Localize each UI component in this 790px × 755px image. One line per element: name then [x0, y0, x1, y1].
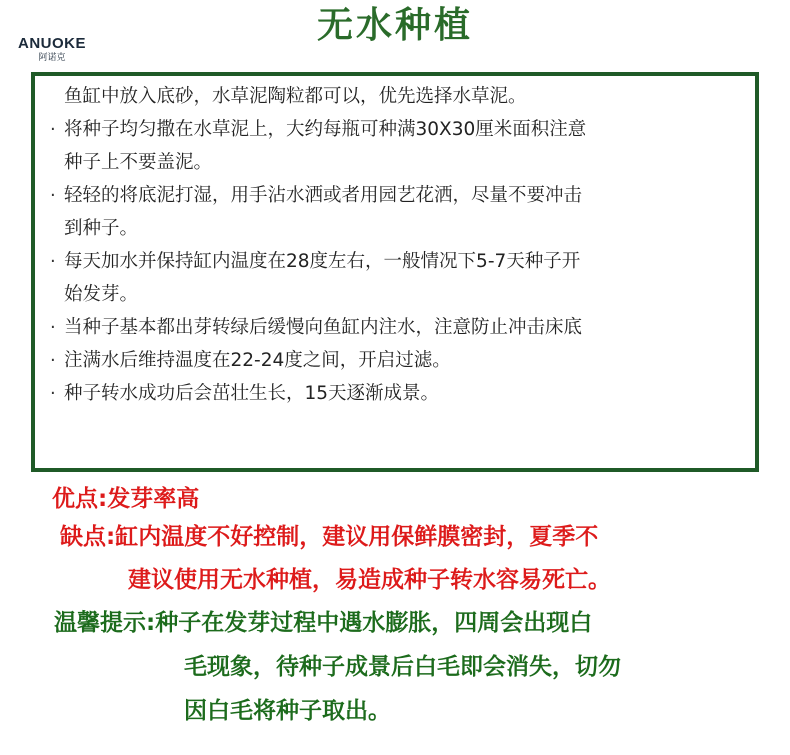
step-text: 每天加水并保持缸内温度在28度左右，一般情况下5-7天种子开	[64, 251, 581, 272]
step-text: 轻轻的将底泥打湿，用手沾水洒或者用园艺花洒，尽量不要冲击	[64, 185, 583, 206]
step-item	[46, 377, 746, 410]
step-text: 种子转水成功后会茁壮生长，15天逐渐成景。	[64, 383, 440, 404]
step-item	[46, 80, 746, 113]
bullet-dot: ·	[50, 383, 56, 404]
step-item	[46, 311, 746, 344]
bullet-dot: ·	[50, 119, 56, 140]
bullet-dot: ·	[50, 185, 56, 206]
step-text-cont: 到种子。	[64, 218, 139, 239]
cons-text-cont: 建议使用无水种植，易造成种子转水容易死亡。	[128, 567, 611, 593]
tip-text: 温馨提示:种子在发芽过程中遇水膨胀，四周会出现白	[54, 610, 593, 636]
logo-brand-text: ANUOKE	[17, 35, 86, 52]
step-text-cont: 始发芽。	[64, 284, 139, 305]
instruction-steps	[46, 80, 746, 410]
tip-text-end: 因白毛将种子取出。	[184, 698, 391, 724]
step-text: 注满水后维持温度在22-24度之间，开启过滤。	[64, 350, 451, 371]
step-text: 将种子均匀撒在水草泥上，大约每瓶可种满30X30厘米面积注意	[64, 119, 587, 140]
step-text: 当种子基本都出芽转绿后缓慢向鱼缸内注水，注意防止冲击床底	[64, 317, 583, 338]
step-text-cont: 种子上不要盖泥。	[64, 152, 213, 173]
page-title: 无水种植	[316, 5, 473, 46]
cons-text: 缺点:缸内温度不好控制，建议用保鲜膜密封，夏季不	[60, 524, 599, 550]
step-item	[46, 344, 746, 377]
step-item	[46, 113, 746, 179]
pros-text: 优点:发芽率高	[52, 486, 200, 512]
logo-sub-text: 阿诺克	[38, 53, 66, 63]
bullet-dot: ·	[50, 350, 56, 371]
bullet-dot: ·	[50, 251, 56, 272]
step-item	[46, 179, 746, 245]
tip-text-cont: 毛现象，待种子成景后白毛即会消失，切勿	[184, 654, 621, 680]
step-item	[46, 245, 746, 311]
step-text: 鱼缸中放入底砂，水草泥陶粒都可以，优先选择水草泥。	[64, 86, 527, 107]
bullet-dot: ·	[50, 317, 56, 338]
